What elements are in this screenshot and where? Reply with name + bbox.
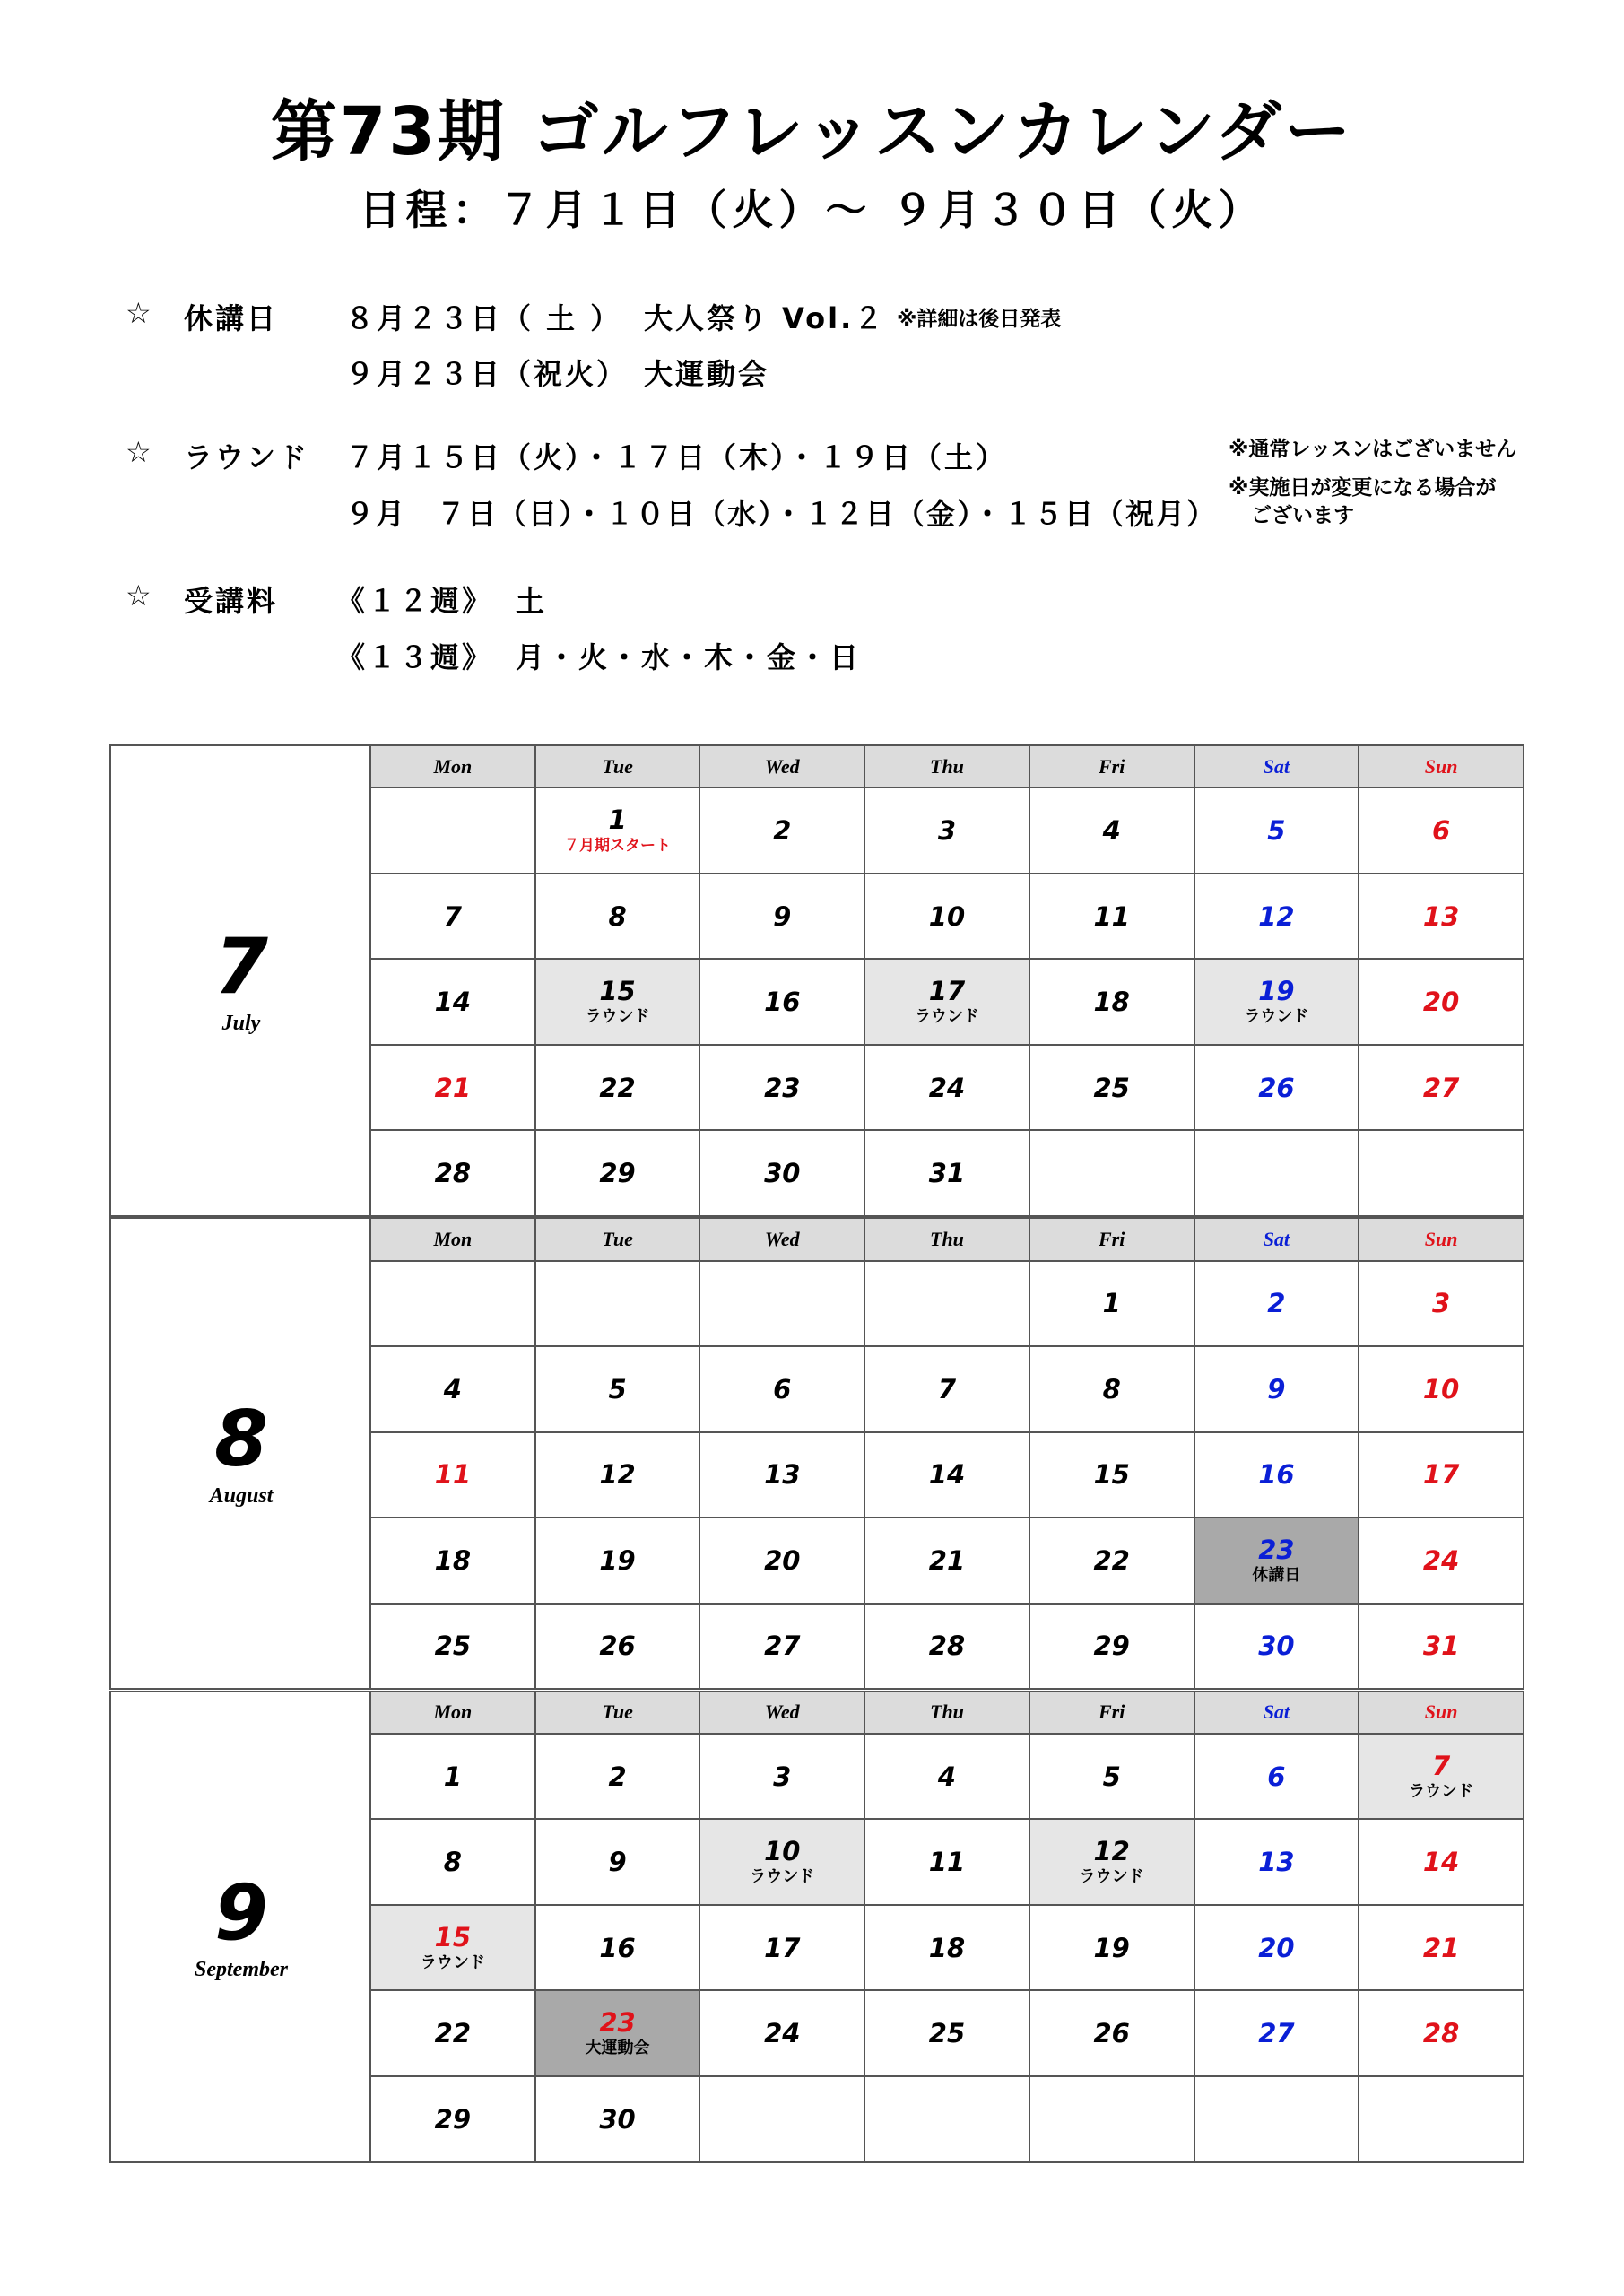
day-cell	[535, 1819, 700, 1905]
holiday-1-note: ※詳細は後日発表	[897, 308, 1062, 331]
month-label	[109, 1691, 369, 2163]
day-number: 29	[434, 2103, 472, 2135]
day-cell	[864, 1990, 1029, 2076]
day-number: 24	[764, 2018, 801, 2049]
empty-day-cell	[535, 1261, 700, 1347]
day-cell	[535, 1045, 700, 1131]
month-label	[109, 1217, 369, 1690]
day-cell	[1359, 874, 1524, 960]
day-cell	[699, 874, 864, 960]
round-note-1: ※通常レッスンはございません	[1229, 438, 1517, 461]
day-number: 15	[599, 976, 636, 1007]
day-cell	[370, 1819, 535, 1905]
day-number: 4	[1102, 815, 1121, 847]
day-cell	[1029, 1905, 1194, 1991]
day-number: 16	[764, 987, 801, 1018]
fee-12-weeks: 《１２週》	[336, 584, 494, 618]
day-cell	[699, 1990, 864, 2076]
month-number: 7	[214, 922, 268, 1012]
empty-day-cell	[864, 2076, 1029, 2162]
day-cell	[699, 1045, 864, 1131]
day-cell	[535, 959, 700, 1045]
day-number: 10	[764, 1836, 801, 1867]
day-number: 19	[599, 1544, 636, 1576]
day-number: 20	[1258, 1932, 1295, 1963]
day-number: 31	[1422, 1631, 1460, 1662]
day-cell	[1194, 959, 1359, 1045]
week-row	[370, 2076, 1524, 2162]
day-cell	[1029, 1045, 1194, 1131]
day-cell	[1194, 1819, 1359, 1905]
day-cell	[535, 1130, 700, 1216]
day-number: 13	[764, 1459, 801, 1491]
week-row	[370, 1261, 1524, 1347]
day-number: 11	[1093, 900, 1130, 932]
day-number: 3	[937, 815, 957, 847]
day-number: 4	[937, 1761, 957, 1792]
day-number: 23	[1258, 1534, 1295, 1565]
weekday-header: Mon	[370, 745, 535, 787]
day-cell	[535, 1518, 700, 1604]
day-cell	[370, 1518, 535, 1604]
round-label: ラウンド	[184, 440, 310, 474]
empty-day-cell	[699, 2076, 864, 2162]
empty-day-cell	[699, 1261, 864, 1347]
empty-day-cell	[370, 1261, 535, 1347]
day-cell	[1194, 1045, 1359, 1131]
week-row	[370, 1045, 1524, 1131]
month-grid	[369, 1217, 1524, 1690]
weekday-header: Tue	[535, 1692, 700, 1734]
day-cell	[1029, 1734, 1194, 1820]
day-number: 25	[1093, 1072, 1130, 1103]
weekday-header-row	[370, 1692, 1524, 1734]
day-number: 15	[1093, 1459, 1130, 1491]
weekday-header: Sat	[1194, 745, 1359, 787]
day-number: 17	[764, 1932, 801, 1963]
empty-day-cell	[1359, 2076, 1524, 2162]
day-number: 12	[1258, 900, 1295, 932]
week-row	[370, 1604, 1524, 1690]
day-cell	[1359, 1604, 1524, 1690]
day-number: 15	[434, 1921, 472, 1952]
holiday-2-event: 大運動会	[644, 357, 770, 391]
weekday-header: Sun	[1359, 1692, 1524, 1734]
day-cell	[370, 2076, 535, 2162]
round-line-2: ９月 ７日（日）・１０日（水）・１２日（金）・１５日（祝月）	[345, 497, 1218, 531]
empty-day-cell	[1194, 2076, 1359, 2162]
fee-label: 受講料	[184, 584, 279, 618]
weekday-header: Sat	[1194, 1692, 1359, 1734]
day-number: 19	[1093, 1932, 1130, 1963]
round-note-2: ※実施日が変更になる場合が	[1229, 476, 1497, 500]
weekday-header: Mon	[370, 1692, 535, 1734]
day-cell	[370, 1432, 535, 1518]
week-row	[370, 1990, 1524, 2076]
week-row	[370, 1346, 1524, 1432]
day-number: 18	[1093, 987, 1130, 1018]
day-number: 30	[1258, 1631, 1295, 1662]
day-cell	[370, 1346, 535, 1432]
day-cell	[1029, 1604, 1194, 1690]
day-number: 18	[434, 1544, 472, 1576]
weekday-header: Tue	[535, 1218, 700, 1260]
day-number: 8	[443, 1847, 462, 1878]
month-name: August	[209, 1484, 274, 1509]
day-number: 1	[1102, 1288, 1121, 1319]
day-number: 29	[599, 1158, 636, 1189]
day-number: 27	[764, 1631, 801, 1662]
day-number: 20	[1422, 987, 1460, 1018]
star-icon: ☆	[126, 435, 154, 469]
day-number: 4	[443, 1373, 462, 1405]
weekday-header: Sat	[1194, 1218, 1359, 1260]
day-cell	[1029, 1432, 1194, 1518]
holiday-2-date: ９月２３日（祝火）	[345, 357, 629, 391]
day-cell	[535, 1346, 700, 1432]
day-event-label: ラウンド	[750, 1867, 815, 1887]
empty-day-cell	[1194, 1130, 1359, 1216]
day-cell	[535, 1604, 700, 1690]
day-cell	[1359, 1518, 1524, 1604]
day-number: 13	[1422, 900, 1460, 932]
day-cell	[535, 1905, 700, 1991]
weekday-header: Wed	[699, 1218, 864, 1260]
day-cell	[1359, 1905, 1524, 1991]
day-number: 1	[608, 804, 627, 836]
day-cell	[864, 1045, 1029, 1131]
month-name: July	[221, 1012, 261, 1035]
fee-12-days: 土	[516, 584, 548, 618]
month-grid	[369, 1691, 1524, 2163]
day-cell	[1359, 959, 1524, 1045]
day-cell	[1194, 874, 1359, 960]
day-cell	[864, 1346, 1029, 1432]
day-cell	[1029, 1518, 1194, 1604]
empty-day-cell	[1029, 1130, 1194, 1216]
day-cell	[370, 1990, 535, 2076]
day-number: 12	[599, 1459, 636, 1491]
day-cell	[1194, 1604, 1359, 1690]
day-cell	[864, 959, 1029, 1045]
day-number: 2	[773, 815, 792, 847]
weekday-header: Fri	[1029, 1218, 1194, 1260]
day-cell	[1194, 1261, 1359, 1347]
week-row	[370, 1819, 1524, 1905]
weekday-header-row	[370, 1218, 1524, 1260]
day-number: 16	[599, 1932, 636, 1963]
month-block-august	[109, 1217, 1524, 1690]
day-number: 23	[599, 2007, 636, 2039]
weekday-header: Tue	[535, 745, 700, 787]
week-row	[370, 1905, 1524, 1991]
day-number: 24	[928, 1072, 966, 1103]
day-cell	[699, 1819, 864, 1905]
day-cell	[699, 1346, 864, 1432]
day-cell	[1194, 1518, 1359, 1604]
day-cell	[1029, 1346, 1194, 1432]
day-number: 6	[1432, 815, 1451, 847]
schedule-subtitle: 日程：７月１日（火）～ ９月３０日（火）	[359, 186, 1265, 234]
day-number: 2	[608, 1761, 627, 1792]
day-number: 22	[434, 2018, 472, 2049]
week-row	[370, 1432, 1524, 1518]
weekday-header: Thu	[864, 1218, 1029, 1260]
holiday-label: 休講日	[184, 301, 279, 335]
day-number: 27	[1258, 2018, 1295, 2049]
day-number: 19	[1258, 976, 1295, 1007]
day-cell	[699, 1432, 864, 1518]
day-cell	[370, 1045, 535, 1131]
day-event-label: ７月期スタート	[564, 837, 672, 856]
day-number: 18	[928, 1932, 966, 1963]
day-number: 30	[764, 1158, 801, 1189]
day-cell	[1194, 1432, 1359, 1518]
day-cell	[1359, 1990, 1524, 2076]
day-number: 28	[1422, 2018, 1460, 2049]
day-cell	[1029, 874, 1194, 960]
weekday-header: Wed	[699, 1692, 864, 1734]
empty-day-cell	[370, 787, 535, 874]
day-cell	[1359, 1734, 1524, 1820]
month-block-july	[109, 744, 1524, 1217]
day-number: 30	[599, 2103, 636, 2135]
day-number: 17	[928, 976, 966, 1007]
weekday-header: Sun	[1359, 1218, 1524, 1260]
day-cell	[1029, 1261, 1194, 1347]
star-icon: ☆	[126, 578, 154, 613]
week-row	[370, 959, 1524, 1045]
weekday-header: Thu	[864, 1692, 1029, 1734]
day-number: 9	[1267, 1373, 1286, 1405]
day-number: 9	[608, 1847, 627, 1878]
month-number: 9	[214, 1867, 268, 1958]
day-cell	[699, 787, 864, 874]
day-number: 1	[443, 1761, 462, 1792]
day-event-label: ラウンド	[914, 1007, 979, 1027]
day-cell	[370, 1734, 535, 1820]
empty-day-cell	[864, 1261, 1029, 1347]
day-cell	[1359, 787, 1524, 874]
day-cell	[370, 1905, 535, 1991]
day-cell	[699, 1130, 864, 1216]
weekday-header: Fri	[1029, 745, 1194, 787]
day-number: 10	[928, 900, 966, 932]
day-event-label: 休講日	[1252, 1565, 1301, 1585]
day-number: 26	[599, 1631, 636, 1662]
day-number: 12	[1093, 1836, 1130, 1867]
day-number: 21	[1422, 1932, 1460, 1963]
day-cell	[1029, 959, 1194, 1045]
day-number: 6	[773, 1373, 792, 1405]
day-number: 28	[434, 1158, 472, 1189]
day-number: 14	[928, 1459, 966, 1491]
day-cell	[699, 1604, 864, 1690]
day-number: 31	[928, 1158, 966, 1189]
day-cell	[864, 787, 1029, 874]
day-cell	[699, 1518, 864, 1604]
day-cell	[1194, 1990, 1359, 2076]
day-number: 7	[1432, 1750, 1451, 1781]
fee-13-days: 月・火・水・木・金・日	[516, 640, 862, 674]
week-row	[370, 787, 1524, 874]
day-number: 25	[434, 1631, 472, 1662]
day-event-label: ラウンド	[1409, 1781, 1474, 1801]
day-number: 10	[1422, 1373, 1460, 1405]
day-cell	[1029, 787, 1194, 874]
day-cell	[535, 1734, 700, 1820]
day-number: 5	[608, 1373, 627, 1405]
day-number: 8	[1102, 1373, 1121, 1405]
round-line-1: ７月１５日（火）・１７日（木）・１９日（土）	[345, 440, 1008, 474]
day-number: 26	[1093, 2018, 1130, 2049]
day-number: 24	[1422, 1544, 1460, 1576]
calendar	[109, 744, 1524, 2163]
day-cell	[1194, 1346, 1359, 1432]
day-cell	[370, 1130, 535, 1216]
day-cell	[864, 1734, 1029, 1820]
day-event-label: 大運動会	[585, 2039, 650, 2058]
month-grid	[369, 744, 1524, 1217]
month-number: 8	[214, 1395, 268, 1485]
day-number: 22	[1093, 1544, 1130, 1576]
day-cell	[1029, 1819, 1194, 1905]
day-number: 25	[928, 2018, 966, 2049]
day-number: 11	[434, 1459, 472, 1491]
day-cell	[1359, 1045, 1524, 1131]
day-cell	[1194, 1734, 1359, 1820]
empty-day-cell	[1029, 2076, 1194, 2162]
day-cell	[1194, 787, 1359, 874]
day-cell	[1029, 1990, 1194, 2076]
week-row	[370, 1734, 1524, 1820]
day-number: 9	[773, 900, 792, 932]
empty-day-cell	[1359, 1130, 1524, 1216]
day-number: 21	[434, 1072, 472, 1103]
week-row	[370, 1130, 1524, 1216]
day-event-label: ラウンド	[1079, 1867, 1144, 1887]
holiday-1-event: 大人祭り Vol.２	[644, 301, 886, 335]
weekday-header: Wed	[699, 745, 864, 787]
day-cell	[864, 1130, 1029, 1216]
day-number: 17	[1422, 1459, 1460, 1491]
day-cell	[535, 1432, 700, 1518]
star-icon: ☆	[126, 296, 154, 330]
day-number: 11	[928, 1847, 966, 1878]
day-cell	[535, 787, 700, 874]
day-number: 23	[764, 1072, 801, 1103]
day-event-label: ラウンド	[1244, 1007, 1309, 1027]
day-cell	[370, 1604, 535, 1690]
day-number: 2	[1267, 1288, 1286, 1319]
weekday-header-row	[370, 745, 1524, 787]
day-cell	[1359, 1819, 1524, 1905]
day-cell	[699, 1734, 864, 1820]
day-number: 8	[608, 900, 627, 932]
weekday-header: Mon	[370, 1218, 535, 1260]
day-cell	[1359, 1432, 1524, 1518]
day-event-label: ラウンド	[420, 1952, 485, 1972]
day-number: 13	[1258, 1847, 1295, 1878]
day-cell	[864, 1518, 1029, 1604]
day-number: 14	[434, 987, 472, 1018]
day-number: 16	[1258, 1459, 1295, 1491]
day-number: 5	[1102, 1761, 1121, 1792]
day-cell	[864, 1819, 1029, 1905]
round-note-3: ございます	[1251, 504, 1354, 527]
day-number: 3	[1432, 1288, 1451, 1319]
day-cell	[370, 874, 535, 960]
day-number: 22	[599, 1072, 636, 1103]
day-number: 14	[1422, 1847, 1460, 1878]
day-number: 27	[1422, 1072, 1460, 1103]
day-cell	[1359, 1346, 1524, 1432]
day-cell	[864, 1604, 1029, 1690]
day-cell	[535, 1990, 700, 2076]
day-number: 6	[1267, 1761, 1286, 1792]
day-number: 29	[1093, 1631, 1130, 1662]
day-cell	[699, 959, 864, 1045]
day-cell	[864, 1905, 1029, 1991]
week-row	[370, 1518, 1524, 1604]
day-number: 26	[1258, 1072, 1295, 1103]
month-label	[109, 744, 369, 1217]
week-row	[370, 874, 1524, 960]
month-name: September	[195, 1957, 288, 1981]
holiday-1-date: ８月２３日（ 土 ）	[345, 301, 622, 335]
day-event-label: ラウンド	[585, 1007, 650, 1027]
day-number: 3	[773, 1761, 792, 1792]
day-cell	[1359, 1261, 1524, 1347]
day-number: 20	[764, 1544, 801, 1576]
day-number: 21	[928, 1544, 966, 1576]
month-block-september	[109, 1691, 1524, 2163]
weekday-header: Sun	[1359, 745, 1524, 787]
day-cell	[535, 2076, 700, 2162]
weekday-header: Thu	[864, 745, 1029, 787]
day-number: 7	[443, 900, 462, 932]
day-cell	[1194, 1905, 1359, 1991]
day-cell	[370, 959, 535, 1045]
page-title: 第73期 ゴルフレッスンカレンダー	[270, 93, 1354, 170]
day-cell	[864, 874, 1029, 960]
day-cell	[864, 1432, 1029, 1518]
day-number: 5	[1267, 815, 1286, 847]
day-cell	[699, 1905, 864, 1991]
day-cell	[535, 874, 700, 960]
weekday-header: Fri	[1029, 1692, 1194, 1734]
day-number: 28	[928, 1631, 966, 1662]
fee-13-weeks: 《１３週》	[336, 640, 494, 674]
day-number: 7	[937, 1373, 957, 1405]
